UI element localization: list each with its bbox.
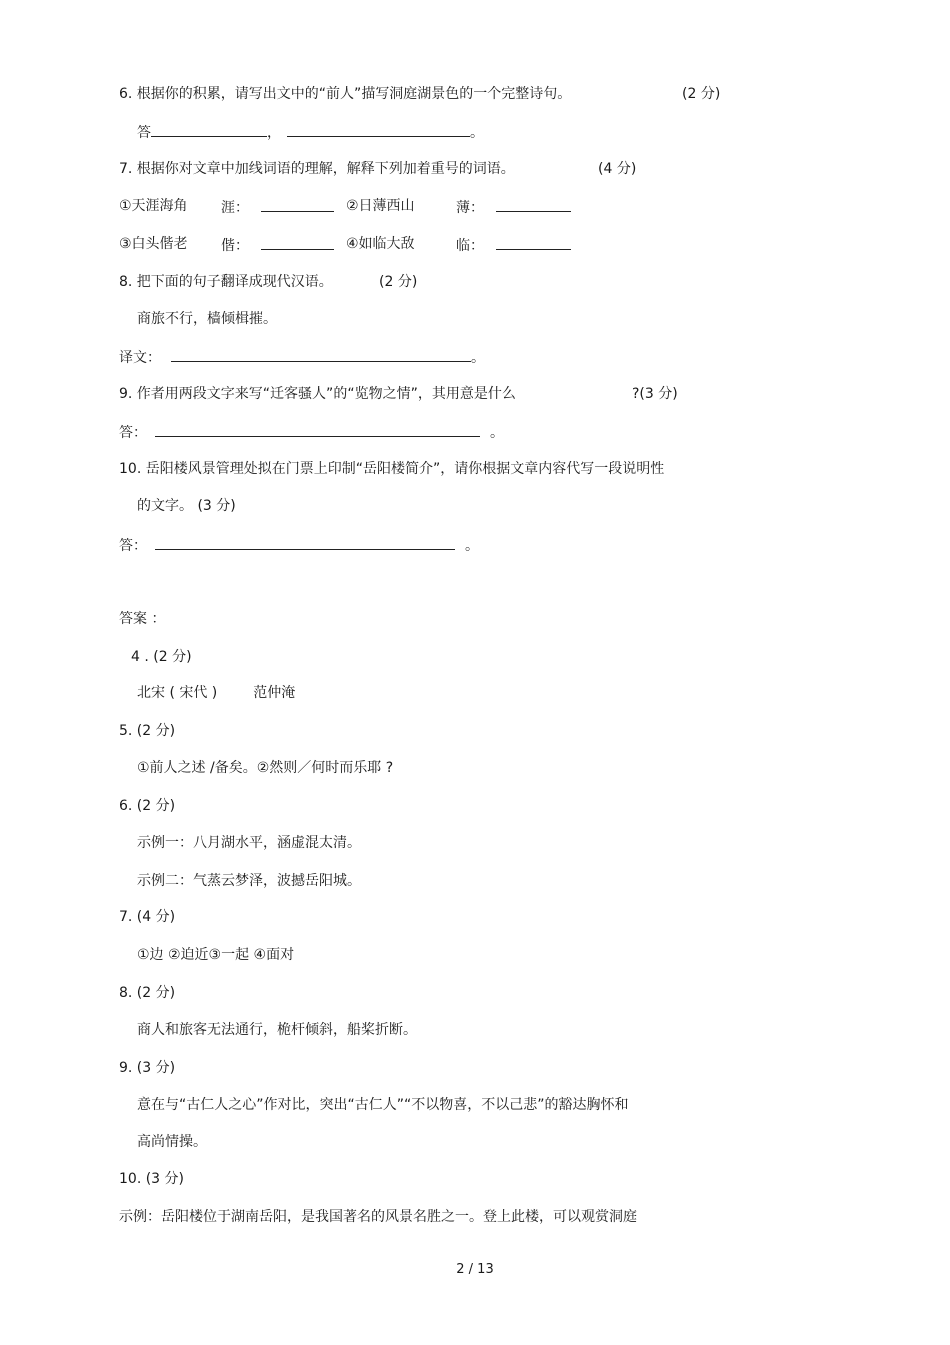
question-7-points: (4 分) [598,161,637,177]
question-8-sentence: 商旅不行，樯倾楫摧。 [137,311,277,327]
answer-blank [261,235,334,250]
answer-10-content: 示例：岳阳楼位于湖南岳阳，是我国著名的风景名胜之一。登上此楼，可以观赏洞庭 [119,1209,637,1225]
answer-blank [155,535,455,550]
q7-key-3 [221,235,334,255]
answer-9-content-2: 高尚情操。 [137,1134,207,1150]
answer-prefix: 答 [137,125,151,141]
answer-4-author: 范仲淹 [253,685,296,701]
question-9-answer-line [119,422,504,442]
q7-key: 临： [456,238,484,254]
answer-8-content: 商人和旅客无法通行，桅杆倾斜，船桨折断。 [137,1022,417,1038]
question-10-cont: 的文字。 (3 分) [137,498,236,514]
answer-prefix: 答： [119,425,147,441]
answer-prefix: 答： [119,538,147,554]
answer-7-label: 7. (4 分) [119,909,176,925]
q7-key: 薄： [456,200,484,216]
q7-phrase: ①天涯海角 [119,198,188,214]
answer-5-label: 5. (2 分) [119,723,176,739]
answer-blank [155,422,480,437]
q7-item-4 [346,235,415,253]
question-8-answer-line [119,347,485,367]
answer-9-content-1: 意在与“古仁人之心”作对比，突出“古仁人”“不以物喜，不以己悲”的豁达胸怀和 [137,1097,629,1113]
answer-prefix: 译文： [119,350,161,366]
q7-key: 偕： [221,238,249,254]
q7-key-4 [456,235,571,255]
answer-6-label: 6. (2 分) [119,798,176,814]
question-9-points: ?(3 分) [632,386,678,402]
period: 。 [465,538,479,554]
answer-10-label: 10. (3 分) [119,1171,184,1187]
q7-key-2 [456,197,571,217]
answer-blank [496,235,571,250]
period: 。 [490,425,504,441]
answer-blank [261,197,334,212]
q7-item-1 [119,197,188,215]
answer-6-example-1: 示例一：八月湖水平，涵虚混太清。 [137,835,361,851]
question-8-points: (2 分) [379,274,418,290]
question-7: 7. 根据你对文章中加线词语的理解，解释下列加着重号的词语。 [119,161,515,177]
question-6-points: (2 分) [682,86,721,102]
answer-5-content: ①前人之述 /备矣。②然则／何时而乐耶 ? [137,760,394,776]
answer-blank [151,122,267,137]
question-9: 9. 作者用两段文字来写“迁客骚人”的“览物之情”，其用意是什么 [119,386,516,402]
q7-item-2 [346,197,415,215]
q7-phrase: ②日薄西山 [346,198,415,214]
answer-blank [496,197,571,212]
answer-4-content [137,684,295,702]
answer-4-label: 4 . (2 分) [131,649,192,665]
question-8: 8. 把下面的句子翻译成现代汉语。 [119,274,333,290]
question-10-answer-line [119,535,479,555]
q7-phrase: ④如临大敌 [346,236,415,252]
period: 。 [471,350,485,366]
answer-9-label: 9. (3 分) [119,1060,176,1076]
answer-8-label: 8. (2 分) [119,985,176,1001]
q7-key: 涯： [221,200,249,216]
answer-7-content: ①边 ②迫近③一起 ④面对 [137,947,295,963]
answer-blank [171,347,471,362]
question-6-answer-line [137,122,484,142]
question-10: 10. 岳阳楼风景管理处拟在门票上印制“岳阳楼简介”，请你根据文章内容代写一段说明性 [119,461,665,477]
comma: ， [267,125,281,141]
answer-4-dynasty: 北宋 ( 宋代 ) [137,685,218,701]
period: 。 [470,125,484,141]
answer-blank [287,122,470,137]
q7-item-3 [119,235,188,253]
answer-6-example-2: 示例二：气蒸云梦泽，波撼岳阳城。 [137,873,361,889]
q7-phrase: ③白头偕老 [119,236,188,252]
question-6: 6. 根据你的积累，请写出文中的“前人”描写洞庭湖景色的一个完整诗句。 [119,86,572,102]
q7-key-1 [221,197,334,217]
page-number: 2 / 13 [456,1262,494,1277]
answers-heading: 答案 ： [119,611,166,627]
